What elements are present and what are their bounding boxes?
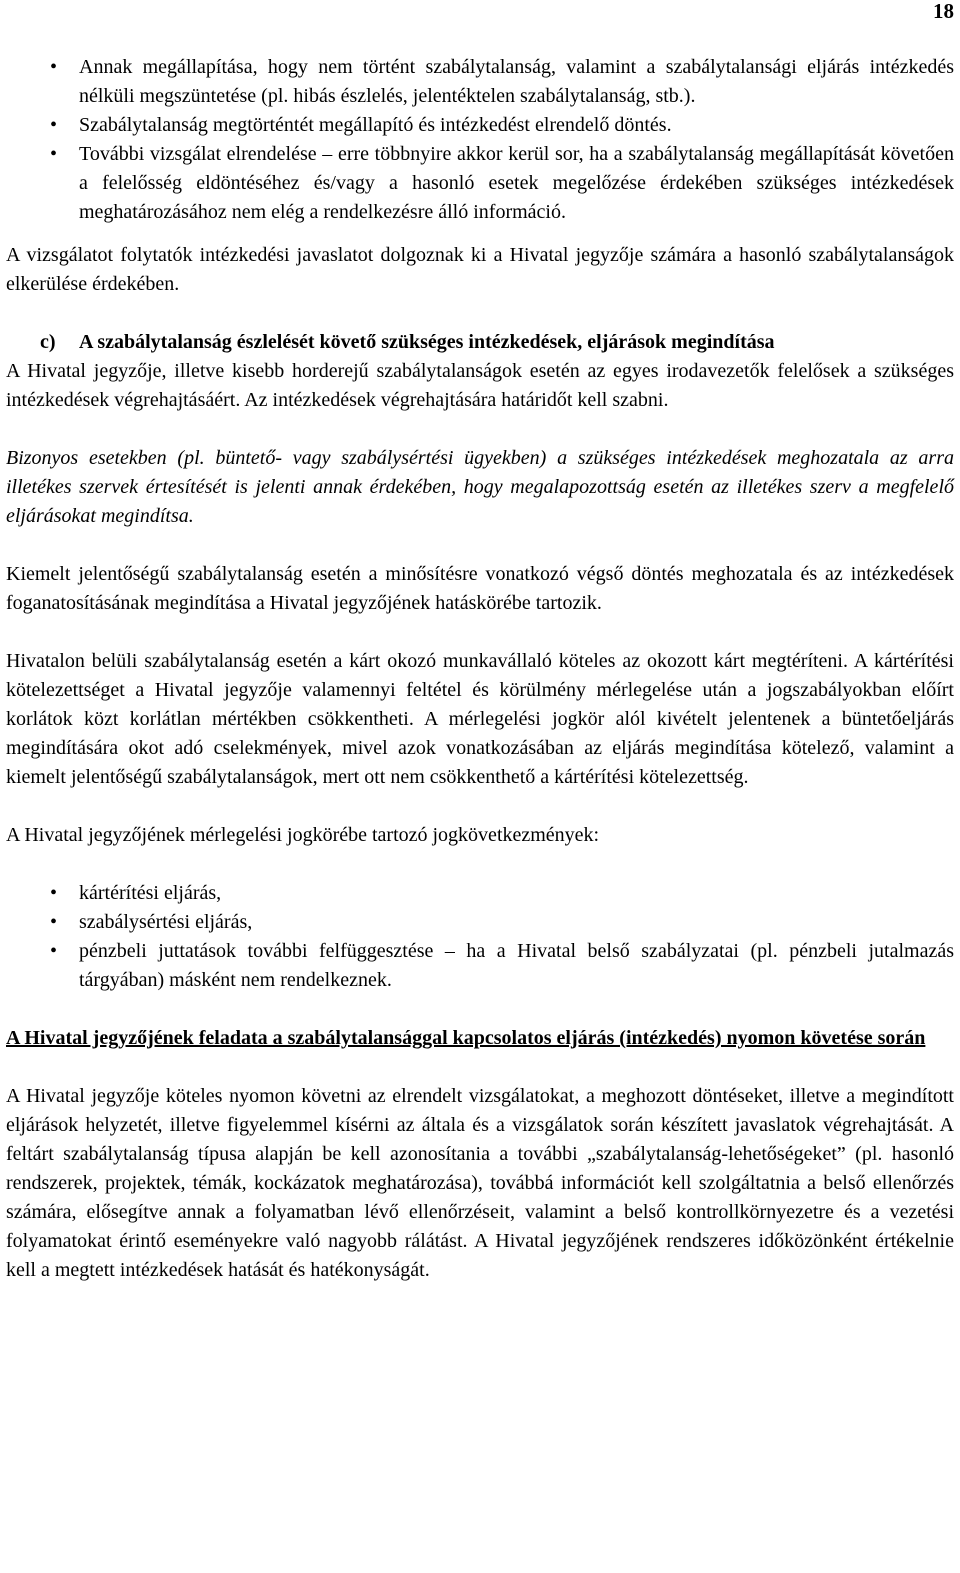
document-body <box>6 53 954 1285</box>
list-item: • Annak megállapítása, hogy nem történt szabálytalanság, valamint a szabálytalansági eljárás intézkedés nélküli megszüntetése (pl. hibás észlelés, jelentéktelen szabálytalanság, stb.). <box>6 53 954 111</box>
section-heading-c <box>6 328 954 357</box>
paragraph-jogkovetkezmenyek: A Hivatal jegyzőjének mérlegelési jogkörébe tartozó jogkövetkezmények: <box>6 824 600 846</box>
page-number: 18 <box>933 0 954 23</box>
section-title: A szabálytalanság észlelését követő szükséges intézkedések, eljárások megindítása <box>79 331 775 353</box>
section-heading-feladata: A Hivatal jegyzőjének feladata a szabálytalansággal kapcsolatos eljárás (intézkedés) nyomon követése során <box>6 1027 926 1049</box>
paragraph-kiemelt: Kiemelt jelentőségű szabálytalanság esetén a minősítésre vonatkozó végső döntés meghozatala és az intézkedések foganatosításának megindítása a Hivatal jegyzőjének hatáskörébe tartozik. <box>6 563 954 614</box>
paragraph-felelosek: A Hivatal jegyzője, illetve kisebb horderejű szabálytalanságok esetén az egyes irodavezetők felelősek a szükséges intézkedések végrehajtásáért. Az intézkedések végrehajtására határidőt kell szabni. <box>6 360 954 411</box>
paragraph-hivatalon: Hivatalon belüli szabálytalanság esetén a kárt okozó munkavállaló köteles az okozott kárt megtéríteni. A kártérítési kötelezettséget a Hivatal jegyzője valamennyi feltétel és körülmény mérlegelése után a jogszabályokban előírt korlátok közt korlátlan mértékben csökkentheti. A mérlegelési jogkör alól kivételt jelentenek a büntetőeljárás megindítására okot adó cselekmények, mivel azok vonatkozásában az eljárás megindítása kötelező, valamint a kiemelt jelentőségű szabálytalanságok, mert ott nem csökkenthető a kártérítési kötelezettség. <box>6 650 954 788</box>
paragraph-vizsgalat: A vizsgálatot folytatók intézkedési javaslatot dolgoznak ki a Hivatal jegyzője számára a hasonló szabálytalanságok elkerülése érdekében. <box>6 244 954 295</box>
paragraph-nyomon: A Hivatal jegyzője köteles nyomon követni az elrendelt vizsgálatokat, a meghozott döntéseket, illetve a megindított eljárások helyzetét, illetve figyelemmel kísérni az általa és a vizsgálatok során készített javaslatok végrehajtását. A feltárt szabálytalanság típusa alapján be kell azonosítania a további „szabálytalanság-lehetőségeket” (pl. hasonló rendszerek, projektek, témák, kockázatok meghatározása), továbbá információt kell szolgáltatnia a belső ellenőrzés számára, elősegítve annak a folyamatban lévő ellenőrzéseit, valamint a belső kontrollkörnyezetre és a vezetési folyamatokat érintő eseményekre való nagyobb rálátást. A Hivatal jegyzőjének rendszeres időközönként értékelnie kell a megtett intézkedések hatását és hatékonyságát. <box>6 1085 954 1281</box>
consequence-list <box>6 879 954 995</box>
list-item: • kártérítési eljárás, <box>6 879 954 908</box>
decision-list <box>6 53 954 227</box>
list-item: • Szabálytalanság megtörténtét megállapító és intézkedést elrendelő döntés. <box>6 111 954 140</box>
paragraph-bizonyos: Bizonyos esetekben (pl. büntető- vagy szabálysértési ügyekben) a szükséges intézkedések meghozatala az arra illetékes szervek értesítését is jelenti annak érdekében, hogy megalapozottság esetén az illetékes szerv a megfelelő eljárásokat megindítsa. <box>6 447 954 527</box>
list-item: • További vizsgálat elrendelése – erre többnyire akkor kerül sor, ha a szabálytalanság megállapítását követően a felelősség eldöntéséhez és/vagy a hasonló esetek megelőzése érdekében szükséges intézkedések meghatározásához nem elég a rendelkezésre álló információ. <box>6 140 954 227</box>
list-item: • pénzbeli juttatások további felfüggesztése – ha a Hivatal belső szabályzatai (pl. pénzbeli jutalmazás tárgyában) másként nem rendelkeznek. <box>6 937 954 995</box>
list-item: • szabálysértési eljárás, <box>6 908 954 937</box>
section-number: c) <box>40 331 56 353</box>
